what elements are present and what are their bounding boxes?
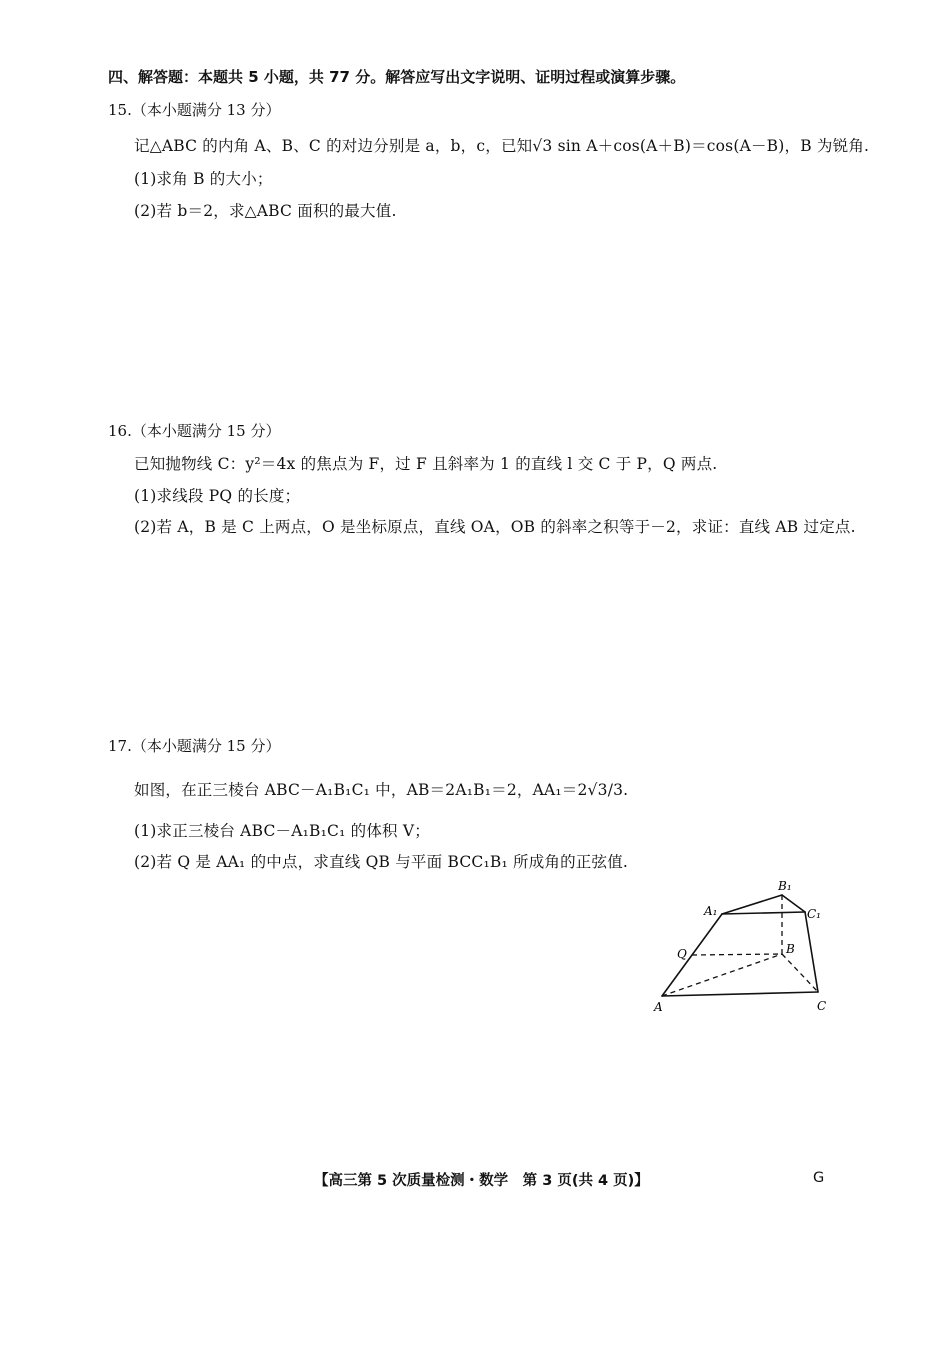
label-Q: Q <box>677 947 687 961</box>
label-C1: C₁ <box>807 907 821 921</box>
label-A1: A₁ <box>704 904 718 918</box>
paper-code: G <box>813 1170 825 1186</box>
question-17-part-2: (2)若 Q 是 AA₁ 的中点，求直线 QB 与平面 BCC₁B₁ 所成角的正弦值. <box>134 853 629 871</box>
label-B: B <box>786 942 795 956</box>
label-A: A <box>654 1000 663 1014</box>
edge-A1C1 <box>722 912 805 914</box>
label-B1: B₁ <box>778 879 792 893</box>
question-16-title: 16.（本小题满分 15 分） <box>108 422 281 440</box>
edge-A1B1 <box>722 895 782 914</box>
question-15-part-2: (2)若 b＝2，求△ABC 面积的最大值. <box>134 202 397 220</box>
question-15-title: 15.（本小题满分 13 分） <box>108 101 281 119</box>
question-16-part-2: (2)若 A，B 是 C 上两点，O 是坐标原点，直线 OA，OB 的斜率之积等于－2，求证：直线 AB 过定点. <box>134 518 856 536</box>
section-header: 四、解答题：本题共 5 小题，共 77 分。解答应写出文字说明、证明过程或演算步骤。 <box>108 68 686 86</box>
edge-B1C1 <box>782 895 805 912</box>
segment-QB-hidden <box>692 954 782 955</box>
question-17-stem: 如图，在正三棱台 ABC－A₁B₁C₁ 中，AB＝2A₁B₁＝2，AA₁＝2√3/3. <box>134 781 629 799</box>
question-16-part-1: (1)求线段 PQ 的长度； <box>134 487 301 505</box>
question-15-part-1: (1)求角 B 的大小； <box>134 170 273 188</box>
question-15-stem: 记△ABC 的内角 A、B、C 的对边分别是 a，b，c，已知√3 sin A＋cos(A＋B)＝cos(A－B)，B 为锐角. <box>134 137 870 155</box>
question-16-stem: 已知抛物线 C：y²＝4x 的焦点为 F，过 F 且斜率为 1 的直线 l 交 C 于 P，Q 两点. <box>134 455 718 473</box>
edge-AC <box>662 992 818 996</box>
label-C: C <box>817 999 827 1013</box>
frustum-figure <box>640 870 850 1020</box>
question-17-part-1: (1)求正三棱台 ABC－A₁B₁C₁ 的体积 V； <box>134 822 430 840</box>
page-footer: 【高三第 5 次质量检测・数学 第 3 页(共 4 页)】 <box>314 1173 649 1189</box>
question-17-title: 17.（本小题满分 15 分） <box>108 737 281 755</box>
